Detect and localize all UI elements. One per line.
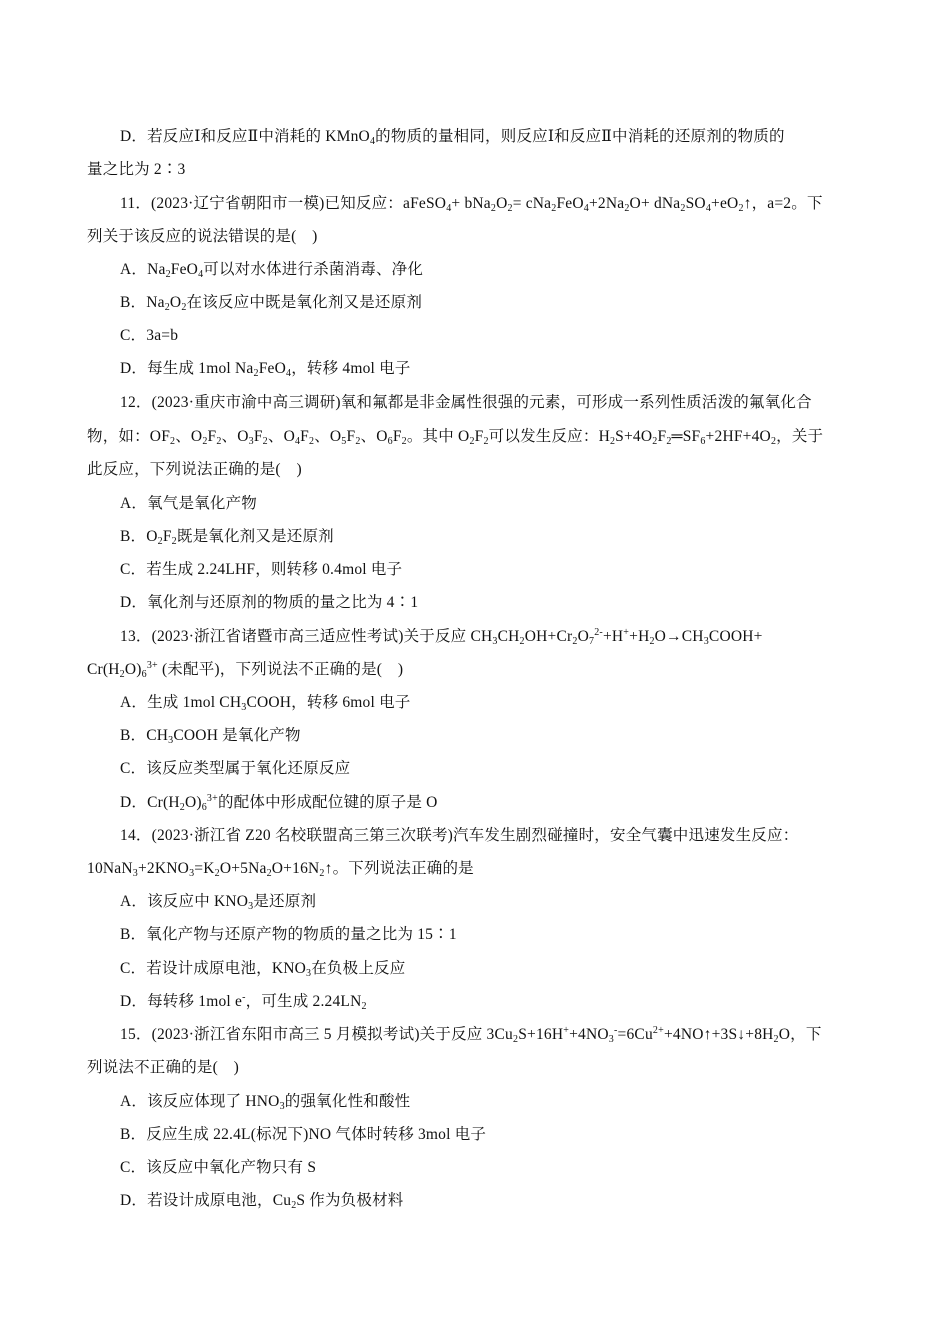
question-13-option-a: A．生成 1mol $CH_3COOH$，转移 6mol 电子 (120, 694, 411, 713)
question-13-option-d: D．$Cr(H_2O)_6^{3+}$的配体中形成配位键的原子是 O (120, 793, 438, 813)
question-14-stem: 14．(2023·浙江省 Z20 名校联盟高三第三次联考)汽车发生剧烈碰撞时，安全气囊中迅速发生反应： (120, 827, 799, 844)
question-12-stem-cont2: 此反应，下列说法正确的是( ) (87, 461, 302, 478)
question-14-stem-cont: $10NaN_3+2KNO_3=K_2O+5Na_2O+16N_2↑$。下列说法正确的是 (87, 860, 474, 879)
question-15-stem-cont: 列说法不正确的是( ) (87, 1059, 240, 1076)
question-11-option-a: A．$Na_2FeO_4$可以对水体进行杀菌消毒、净化 (120, 261, 424, 280)
question-13-option-b: B．$CH_3COOH$ 是氧化产物 (120, 727, 301, 746)
question-13-stem-cont: $Cr(H_2O)_6^{3+}$ (未配平)，下列说法不正确的是( ) (87, 660, 404, 680)
question-14-option-a: A．该反应中 $KNO_3$是还原剂 (120, 893, 317, 912)
question-14-option-b: B．氧化产物与还原产物的物质的量之比为 15∶1 (120, 926, 457, 943)
question-11-option-b: B．$Na_2O_2$在该反应中既是氧化剂又是还原剂 (120, 294, 423, 313)
question-11-stem-cont: 列关于该反应的说法错误的是( ) (87, 228, 318, 245)
question-15-option-a: A．该反应体现了 $HNO_3$的强氧化性和酸性 (120, 1093, 411, 1112)
question-11-stem: 11．(2023·辽宁省朝阳市一模)已知反应：aFeSO$_4$+ $bNa_2O_2= cNa_2FeO_4+2Na_2O+$ $dNa_2SO_4+eO_2↑$，a=2。下 (120, 195, 823, 214)
question-12-stem: 12．(2023·重庆市渝中高三调研)氧和氟都是非金属性很强的元素，可形成一系列性质活泼的氟氧化合 (120, 394, 812, 411)
question-12-option-c: C．若生成 2.24LHF，则转移 0.4mol 电子 (120, 561, 403, 578)
question-12-option-a: A．氧气是氧化产物 (120, 495, 257, 512)
question-14-option-c: C．若设计成原电池，$KNO_3$在负极上反应 (120, 960, 406, 979)
question-13-stem: 13．(2023·浙江省诸暨市高三适应性考试)关于反应 $CH_3CH_2OH+Cr_2O_7^{2-}+H^++H_2O\to CH_3COOH+$ (120, 627, 763, 647)
option-d-q10: D．若反应Ⅰ和反应Ⅱ中消耗的 KMnO$_4$的物质的量相同，则反应Ⅰ和反应Ⅱ中消耗的还原剂的物质的 (120, 128, 785, 147)
question-12-option-d: D．氧化剂与还原剂的物质的量之比为 4∶1 (120, 594, 419, 611)
question-14-option-d: D．每转移 1mol e-，可生成 $2.24LN_2$ (120, 992, 367, 1012)
question-15-option-b: B．反应生成 22.4L(标况下)NO 气体时转移 3mol 电子 (120, 1126, 487, 1143)
option-d-q10-cont: 量之比为 2∶3 (87, 161, 186, 178)
question-15-option-d: D．若设计成原电池，$Cu_2S$ 作为负极材料 (120, 1192, 404, 1211)
question-11-option-c: C．3a=b (120, 327, 179, 344)
question-11-option-d: D．每生成 1mol $Na_2FeO_4$，转移 4mol 电子 (120, 360, 411, 379)
question-12-stem-cont: 物，如：$OF_2$、$O_2F_2$、$O_3F_2$、$O_4F_2$、$O_5F_2$、$O_6F_2$。其中 $O_2F_2$可以发生反应：$H_2S+4O_2F_2═SF_6+2HF+4O_2$，关于 (87, 428, 824, 447)
question-13-option-c: C．该反应类型属于氧化还原反应 (120, 760, 351, 777)
question-15-stem: 15．(2023·浙江省东阳市高三 5 月模拟考试)关于反应 $3Cu_2S+16H^++4NO_3^-=6Cu^{2+}+4NO↑+3S↓+8H_2O$，下 (120, 1025, 822, 1045)
question-15-option-c: C．该反应中氧化产物只有 S (120, 1159, 317, 1176)
question-12-option-b: B．$O_2F_2$既是氧化剂又是还原剂 (120, 528, 334, 547)
